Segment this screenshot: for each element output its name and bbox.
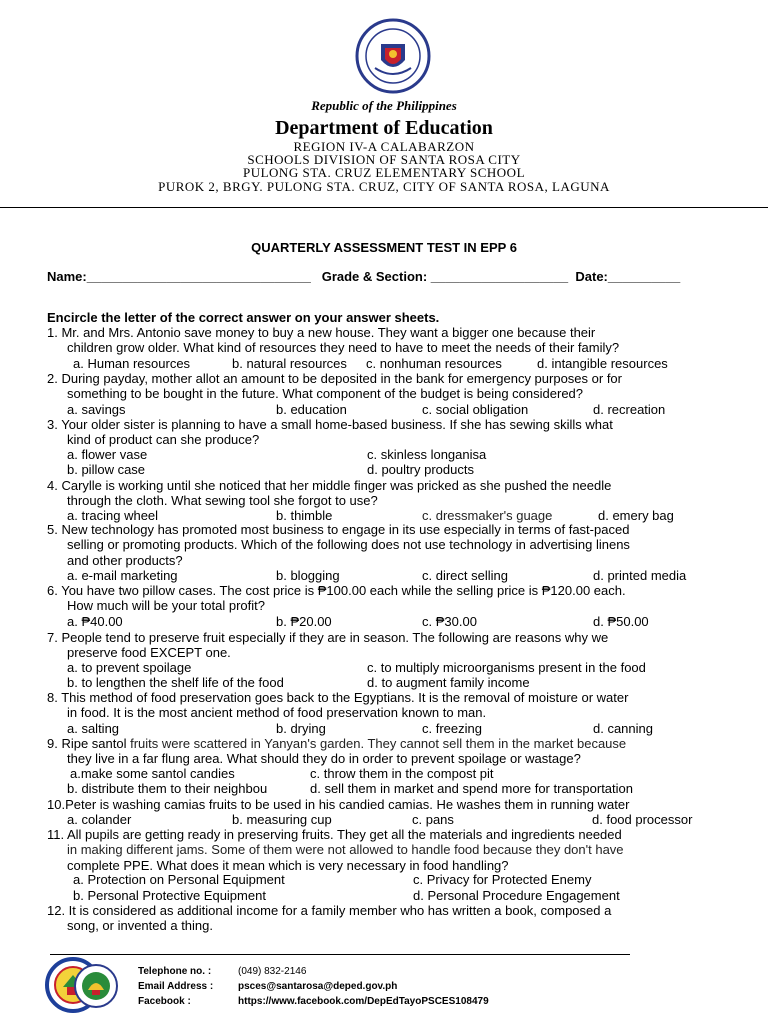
- question-stem: kind of product can she produce?: [67, 432, 260, 448]
- department-title: Department of Education: [275, 117, 493, 139]
- division-text: SCHOOLS DIVISION OF SANTA ROSA CITY: [247, 152, 521, 167]
- question-stem: through the cloth. What sewing tool she forgot to use?: [67, 493, 378, 509]
- question-stem: in making different jams. Some of them were not allowed to handle food because they don't have: [67, 842, 624, 858]
- email-label: Email Address :: [138, 981, 214, 992]
- question-stem: 7. People tend to preserve fruit especially if they are in season. The following are reasons why we: [47, 630, 609, 645]
- question-stem: in food. It is the most ancient method of food preservation known to man.: [67, 705, 487, 721]
- option[interactable]: d. food processor: [592, 812, 693, 827]
- option[interactable]: a. savings: [67, 402, 126, 417]
- question-stem: fruits were scattered in Yanyan's garden. They cannot sell them in the market because: [130, 736, 627, 751]
- question-stem: song, or invented a thing.: [67, 918, 213, 934]
- question-stem: 3. Your older sister is planning to have a small home-based business. If she has sewing skills what: [47, 417, 613, 432]
- option[interactable]: a. ₱40.00: [67, 614, 123, 629]
- email-value[interactable]: psces@santarosa@deped.gov.ph: [238, 981, 398, 992]
- test-title: QUARTERLY ASSESSMENT TEST IN EPP 6: [251, 240, 517, 255]
- option[interactable]: c. freezing: [422, 721, 482, 736]
- option[interactable]: d. emery bag: [598, 508, 674, 523]
- option[interactable]: c. social obligation: [422, 402, 529, 417]
- option[interactable]: c. pans: [412, 812, 454, 827]
- question-stem: they live in a far flung area. What should they do in order to prevent spoilage or wastage?: [67, 751, 581, 767]
- name-grade-date-line: Name:_______________________________ Grade & Section: ___________________ Date:__________: [47, 269, 681, 284]
- question-stem: 9. Ripe santol: [47, 736, 131, 751]
- question-stem: 6. You have two pillow cases. The cost price is ₱100.00 each while the selling price is ₱120.00 each.: [47, 583, 626, 598]
- question-12: [47, 903, 737, 934]
- option[interactable]: b. drying: [276, 721, 326, 736]
- question-stem: 4. Carylle is working until she noticed that her middle finger was pricked as she pushed the needle: [47, 478, 612, 493]
- option[interactable]: d. Personal Procedure Engagement: [413, 888, 620, 903]
- school-name: PULONG STA. CRUZ ELEMENTARY SCHOOL: [242, 165, 526, 180]
- option[interactable]: b. to lengthen the shelf life of the food: [67, 675, 284, 690]
- question-7: [47, 630, 737, 661]
- question-stem: 12. It is considered as additional income for a family member who has written a book, composed a: [47, 903, 612, 918]
- option[interactable]: c. ₱30.00: [422, 614, 477, 629]
- header-divider: [0, 207, 768, 208]
- question-9: [47, 736, 737, 767]
- question-stem: 11. All pupils are getting ready in preserving fruits. They get all the materials and ingredients needed: [47, 827, 622, 842]
- option[interactable]: a. to prevent spoilage: [67, 660, 192, 675]
- question-stem: complete PPE. What does it mean which is very necessary in food handling?: [67, 857, 509, 873]
- facebook-label: Facebook :: [138, 996, 191, 1007]
- question-2: [47, 371, 737, 402]
- option[interactable]: c. Privacy for Protected Enemy: [413, 872, 592, 887]
- option[interactable]: d. printed media: [593, 568, 687, 583]
- option[interactable]: b. distribute them to their neighbou: [67, 781, 268, 796]
- option[interactable]: a. tracing wheel: [67, 508, 159, 523]
- school-address: PUROK 2, BRGY. PULONG STA. CRUZ, CITY OF SANTA ROSA, LAGUNA: [158, 179, 610, 194]
- option[interactable]: d. poultry products: [367, 462, 474, 477]
- option[interactable]: c. skinless longanisa: [367, 447, 487, 462]
- option[interactable]: d. sell them in market and spend more for transportation: [310, 781, 633, 796]
- option[interactable]: b. blogging: [276, 568, 340, 583]
- telephone-value: (049) 832-2146: [238, 966, 307, 977]
- option[interactable]: b. thimble: [276, 508, 333, 523]
- footer-divider: [50, 954, 630, 955]
- region-text: REGION IV-A CALABARZON: [293, 139, 475, 154]
- option[interactable]: b. ₱20.00: [276, 614, 332, 629]
- question-stem: and other products?: [67, 552, 183, 568]
- question-stem: 1. Mr. and Mrs. Antonio save money to buy a new house. They want a bigger one because their: [47, 325, 596, 340]
- option[interactable]: a. Protection on Personal Equipment: [73, 872, 285, 887]
- option[interactable]: c. dressmaker's guage: [422, 508, 553, 523]
- question-stem: selling or promoting products. Which of the following does not use technology in advertising linens: [67, 537, 630, 553]
- option[interactable]: d. ₱50.00: [593, 614, 649, 629]
- question-6: [47, 583, 737, 614]
- option[interactable]: c. to multiply microorganisms present in the food: [367, 660, 646, 675]
- question-stem: something to be bought in the future. What component of the budget is being considered?: [67, 386, 584, 402]
- telephone-label: Telephone no. :: [138, 966, 212, 977]
- question-stem: 5. New technology has promoted most business to engage in its use especially in terms of fast-paced: [47, 522, 630, 537]
- option[interactable]: c. direct selling: [422, 568, 508, 583]
- question-stem: 8. This method of food preservation goes back to the Egyptians. It is the removal of moisture or water: [47, 690, 629, 705]
- question-stem: children grow older. What kind of resources they need to have to meet the needs of their family?: [67, 340, 620, 356]
- question-5: [47, 522, 737, 568]
- question-stem: 10.Peter is washing camias fruits to be used in his candied camias. He washes them in running water: [47, 797, 630, 812]
- option[interactable]: d. recreation: [593, 402, 666, 417]
- question-3: [47, 417, 737, 448]
- option[interactable]: a. colander: [67, 812, 132, 827]
- option[interactable]: a. salting: [67, 721, 120, 736]
- option[interactable]: b. education: [276, 402, 347, 417]
- option[interactable]: a. Human resources: [73, 356, 191, 371]
- question-stem: preserve food EXCEPT one.: [67, 645, 231, 661]
- option[interactable]: d. intangible resources: [537, 356, 668, 371]
- facebook-link[interactable]: https://www.facebook.com/DepEdTayoPSCES108479: [238, 996, 489, 1007]
- option[interactable]: a.make some santol candies: [70, 766, 235, 781]
- deped-seal-icon: [355, 18, 431, 94]
- deped-matatag-logo-icon: [73, 963, 119, 1009]
- question-stem: How much will be your total profit?: [67, 598, 265, 614]
- question-8: [47, 690, 737, 721]
- option[interactable]: a. flower vase: [67, 447, 148, 462]
- option[interactable]: d. to augment family income: [367, 675, 530, 690]
- republic-text: Republic of the Philippines: [311, 98, 457, 113]
- question-11: [47, 827, 737, 873]
- option[interactable]: b. natural resources: [232, 356, 347, 371]
- question-4: [47, 478, 737, 509]
- option[interactable]: b. Personal Protective Equipment: [73, 888, 266, 903]
- option[interactable]: c. throw them in the compost pit: [310, 766, 494, 781]
- option[interactable]: c. nonhuman resources: [366, 356, 502, 371]
- question-10: [47, 797, 737, 812]
- instruction-text: Encircle the letter of the correct answer on your answer sheets.: [47, 310, 440, 325]
- option[interactable]: b. pillow case: [67, 462, 146, 477]
- option[interactable]: b. measuring cup: [232, 812, 332, 827]
- option[interactable]: d. canning: [593, 721, 653, 736]
- question-stem: 2. During payday, mother allot an amount to be deposited in the bank for emergency purposes or for: [47, 371, 622, 386]
- question-1: [47, 325, 737, 356]
- option[interactable]: a. e-mail marketing: [67, 568, 178, 583]
